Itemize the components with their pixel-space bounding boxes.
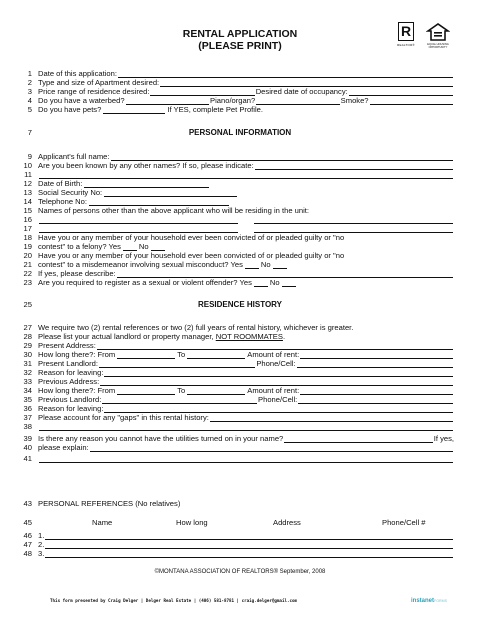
- form-line: [38, 341, 454, 350]
- line-number: 15: [23, 206, 32, 215]
- fill-in-blank[interactable]: [104, 369, 453, 377]
- field-label: How long there?: From: [38, 350, 116, 359]
- footer-copyright: ©MONTANA ASSOCIATION OF REALTORS® September, 2008: [154, 569, 326, 575]
- form-line: [38, 434, 454, 443]
- line-number: 7: [27, 128, 32, 137]
- field-label: Smoke?: [340, 96, 369, 105]
- fill-in-blank[interactable]: [349, 88, 453, 96]
- fill-in-blank[interactable]: [254, 216, 453, 224]
- fill-in-blank[interactable]: [39, 171, 453, 179]
- fill-in-blank[interactable]: [103, 106, 165, 114]
- line-number: 45: [23, 518, 32, 527]
- fill-in-blank[interactable]: [187, 387, 245, 395]
- form-line: [38, 332, 454, 341]
- fill-in-blank[interactable]: [100, 378, 453, 386]
- references-col-name: Name: [92, 518, 113, 527]
- field-label: Price range of residence desired:: [38, 87, 150, 96]
- form-line: [38, 105, 454, 114]
- references-col-phone: Phone/Cell #: [382, 518, 426, 527]
- line-number: 13: [23, 188, 32, 197]
- fill-in-blank[interactable]: [160, 79, 453, 87]
- field-label: Please list your actual landlord or property manager,: [38, 332, 216, 341]
- line-number: 9: [27, 152, 32, 161]
- field-label: 1.: [38, 531, 45, 540]
- line-number: 12: [23, 179, 32, 188]
- line-number: 18: [23, 233, 32, 242]
- form-line: [38, 404, 454, 413]
- line-number: 39: [23, 434, 32, 443]
- fill-in-blank[interactable]: [282, 279, 296, 287]
- fill-in-blank[interactable]: [297, 360, 453, 368]
- form-line: [38, 87, 454, 96]
- fill-in-blank[interactable]: [45, 541, 453, 549]
- fill-in-blank[interactable]: [370, 97, 453, 105]
- form-line: [38, 78, 454, 87]
- field-label: No: [269, 278, 280, 287]
- line-number: 29: [23, 341, 32, 350]
- form-line: [38, 386, 454, 395]
- line-number: 31: [23, 359, 32, 368]
- fill-in-blank[interactable]: [256, 97, 339, 105]
- line-number: 43: [23, 499, 32, 508]
- equal-housing-caption: EQUAL HOUSING OPPORTUNITY: [427, 43, 449, 49]
- form-line: [38, 260, 454, 269]
- line-number: 17: [23, 224, 32, 233]
- field-label: contest" to a misdemeanor involving sexual misconduct? Yes: [38, 260, 243, 269]
- instanet-brand: instanet: [411, 598, 435, 604]
- line-number: 22: [23, 269, 32, 278]
- form-line: [38, 359, 454, 368]
- form-line: [38, 269, 454, 278]
- line-number: 34: [23, 386, 32, 395]
- fill-in-blank[interactable]: [45, 550, 453, 558]
- fill-in-blank[interactable]: [255, 162, 453, 170]
- fill-in-blank[interactable]: [39, 455, 453, 463]
- fill-in-blank[interactable]: [118, 70, 453, 78]
- form-line: [38, 242, 454, 251]
- fill-in-blank[interactable]: [89, 198, 229, 206]
- fill-in-blank[interactable]: [99, 360, 255, 368]
- form-line: [38, 152, 454, 161]
- fill-in-blank[interactable]: [104, 189, 237, 197]
- fill-in-blank[interactable]: [111, 153, 453, 161]
- field-label: Do you have a waterbed?: [38, 96, 125, 105]
- fill-in-blank[interactable]: [300, 387, 453, 395]
- field-label: Applicant's full name:: [38, 152, 110, 161]
- form-line: [38, 197, 454, 206]
- equal-housing-icon: [426, 22, 450, 42]
- field-label: If yes, please describe:: [38, 269, 116, 278]
- fill-in-blank[interactable]: [97, 342, 453, 350]
- field-label: Date of this application:: [38, 69, 117, 78]
- instanet-brand-suffix: FORMS: [434, 599, 447, 603]
- fill-in-blank[interactable]: [150, 88, 254, 96]
- form-line: [38, 350, 454, 359]
- fill-in-blank[interactable]: [298, 396, 453, 404]
- field-label: If yes,: [433, 434, 454, 443]
- line-number: 21: [23, 260, 32, 269]
- field-label: Phone/Cell:: [258, 395, 298, 404]
- field-label: To: [177, 386, 186, 395]
- field-label: No: [138, 242, 149, 251]
- footer-presented-by: This form presented by Craig Delger | Delger Real Estate | (406) 581-8781 | craig.delger@gmail.com: [50, 598, 298, 603]
- field-label: 3.: [38, 549, 45, 558]
- form-line: [38, 540, 454, 549]
- line-number: 46: [23, 531, 32, 540]
- references-col-address: Address: [273, 518, 301, 527]
- line-number: 35: [23, 395, 32, 404]
- field-label: No: [260, 260, 271, 269]
- field-label: Previous Landlord:: [38, 395, 102, 404]
- fill-in-blank[interactable]: [45, 532, 453, 540]
- field-label: If YES, complete Pet Profile.: [167, 105, 263, 114]
- field-label: Are you required to register as a sexual or violent offender? Yes: [38, 278, 252, 287]
- section-heading: RESIDENCE HISTORY: [197, 300, 282, 309]
- line-number: 2: [27, 78, 32, 87]
- fill-in-blank[interactable]: [39, 423, 453, 431]
- field-label: Present Address:: [38, 341, 96, 350]
- form-line: [38, 443, 454, 452]
- field-label: Present Landlord:: [38, 359, 98, 368]
- field-label: Phone/Cell:: [256, 359, 296, 368]
- line-number: 32: [23, 368, 32, 377]
- form-line: [38, 69, 454, 78]
- fill-in-blank[interactable]: [245, 261, 259, 269]
- form-line: [38, 251, 454, 260]
- line-number: 25: [23, 300, 32, 309]
- form-line: [38, 413, 454, 422]
- field-label: Date of Birth:: [38, 179, 83, 188]
- line-number: 10: [23, 161, 32, 170]
- form-line: [38, 170, 454, 179]
- references-col-how-long: How long: [176, 518, 208, 527]
- line-number: 41: [23, 454, 32, 463]
- field-label: Previous Address:: [38, 377, 100, 386]
- fill-in-blank[interactable]: [187, 351, 245, 359]
- fill-in-blank[interactable]: [254, 225, 453, 233]
- form-line: [38, 377, 454, 386]
- field-label: Telephone No:: [38, 197, 87, 206]
- field-label: Social Security No:: [38, 188, 103, 197]
- realtor-logo-caption: REALTOR®: [397, 43, 415, 47]
- fill-in-blank[interactable]: [126, 97, 209, 105]
- line-number: 16: [23, 215, 32, 224]
- fill-in-blank[interactable]: [117, 351, 175, 359]
- fill-in-blank[interactable]: [117, 270, 453, 278]
- field-label: Desired date of occupancy:: [255, 87, 348, 96]
- fill-in-blank[interactable]: [273, 261, 287, 269]
- fill-in-blank[interactable]: [151, 243, 165, 251]
- form-title: RENTAL APPLICATION: [182, 28, 298, 40]
- form-line: [38, 422, 454, 431]
- instanet-logo: [411, 597, 447, 605]
- form-line: [38, 368, 454, 377]
- realtor-logo: R: [398, 22, 414, 41]
- fill-in-blank[interactable]: [284, 435, 432, 443]
- line-number: 23: [23, 278, 32, 287]
- form-line: [38, 161, 454, 170]
- line-number: 47: [23, 540, 32, 549]
- section-heading: PERSONAL INFORMATION: [188, 128, 292, 137]
- line-number: 40: [23, 443, 32, 452]
- field-label: Amount of rent:: [247, 386, 300, 395]
- line-number: 14: [23, 197, 32, 206]
- fill-in-blank[interactable]: [210, 414, 453, 422]
- form-line: [38, 395, 454, 404]
- form-line: [38, 206, 454, 215]
- form-line: [38, 531, 454, 540]
- form-line: [38, 179, 454, 188]
- line-number: 37: [23, 413, 32, 422]
- fill-in-blank[interactable]: [84, 180, 209, 188]
- field-label: Names of persons other than the above applicant who will be residing in the unit:: [38, 206, 310, 215]
- form-subtitle: (PLEASE PRINT): [198, 40, 282, 52]
- line-number: 33: [23, 377, 32, 386]
- field-label: Reason for leaving:: [38, 368, 104, 377]
- fill-in-blank[interactable]: [300, 351, 453, 359]
- fill-in-blank[interactable]: [123, 243, 137, 251]
- field-label: To: [177, 350, 186, 359]
- field-label: Have you or any member of your household ever been convicted of or pleaded guilty or "no: [38, 233, 345, 242]
- form-line: [38, 224, 454, 233]
- field-label: please explain:: [38, 443, 89, 452]
- line-number: 3: [27, 87, 32, 96]
- form-line: [38, 454, 454, 463]
- field-label: Are you been known by any other names? If so, please indicate:: [38, 161, 254, 170]
- fill-in-blank[interactable]: [254, 279, 268, 287]
- line-number: 5: [27, 105, 32, 114]
- field-label: Is there any reason you cannot have the utilities turned on in your name?: [38, 434, 284, 443]
- line-number: 48: [23, 549, 32, 558]
- line-number: 38: [23, 422, 32, 431]
- fill-in-blank[interactable]: [104, 405, 453, 413]
- references-title: PERSONAL REFERENCES (No relatives): [38, 499, 181, 508]
- field-label: Amount of rent:: [247, 350, 300, 359]
- fill-in-blank[interactable]: [39, 225, 238, 233]
- form-line: [38, 233, 454, 242]
- line-number: 28: [23, 332, 32, 341]
- line-number: 20: [23, 251, 32, 260]
- field-label: .: [282, 332, 286, 341]
- line-number: 11: [24, 170, 32, 179]
- field-label: contest" to a felony? Yes: [38, 242, 121, 251]
- field-label: Please account for any "gaps" in this rental history:: [38, 413, 209, 422]
- fill-in-blank[interactable]: [102, 396, 257, 404]
- field-label: Type and size of Apartment desired:: [38, 78, 160, 87]
- line-number: 19: [23, 242, 32, 251]
- line-number: 30: [23, 350, 32, 359]
- field-label: How long there?: From: [38, 386, 116, 395]
- fill-in-blank[interactable]: [117, 387, 175, 395]
- field-label: We require two (2) rental references or two (2) full years of rental history, whichever is greater.: [38, 323, 354, 332]
- field-label: Have you or any member of your household ever been convicted of or pleaded guilty or "no: [38, 251, 345, 260]
- form-line: [38, 215, 454, 224]
- form-line: [38, 278, 454, 287]
- line-number: 27: [23, 323, 32, 332]
- form-line: [38, 188, 454, 197]
- field-label: NOT ROOMMATES: [215, 332, 283, 341]
- line-number: 4: [27, 96, 32, 105]
- form-line: [38, 323, 454, 332]
- line-number: 1: [27, 69, 32, 78]
- form-line: [38, 549, 454, 558]
- field-label: Reason for leaving:: [38, 404, 104, 413]
- field-label: Piano/organ?: [210, 96, 256, 105]
- field-label: 2.: [38, 540, 45, 549]
- form-line: [38, 96, 454, 105]
- fill-in-blank[interactable]: [90, 444, 453, 452]
- line-number: 36: [23, 404, 32, 413]
- field-label: Do you have pets?: [38, 105, 102, 114]
- fill-in-blank[interactable]: [39, 216, 238, 224]
